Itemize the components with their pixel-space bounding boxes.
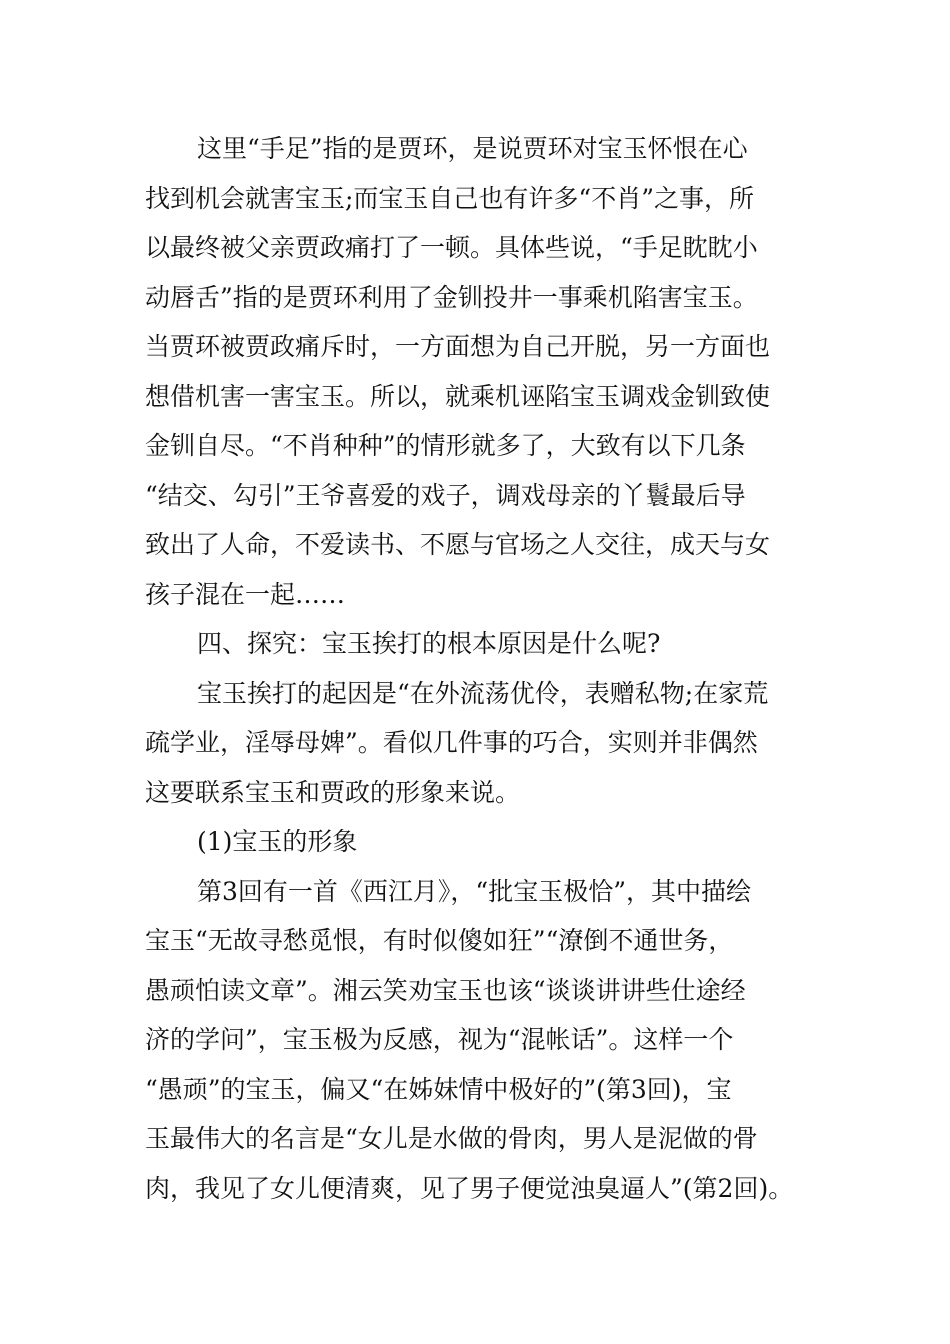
text-line: 以最终被父亲贾政痛打了一顿。具体些说，“手足眈眈小 bbox=[145, 233, 758, 262]
text-line: 孩子混在一起…… bbox=[145, 579, 346, 609]
text-line: 这里“手足”指的是贾环，是说贾环对宝玉怀恨在心 bbox=[197, 134, 748, 163]
text-line: 找到机会就害宝玉;而宝玉自己也有许多“不肖”之事，所 bbox=[145, 183, 754, 213]
text-line: 宝玉“无故寻愁觅恨，有时似傻如狂”“潦倒不通世务， bbox=[145, 926, 734, 955]
text-line: 这要联系宝玉和贾政的形象来说。 bbox=[145, 777, 521, 807]
text-line: 玉最伟大的名言是“女儿是水做的骨肉，男人是泥做的骨 bbox=[145, 1124, 758, 1153]
section-heading: 四、探究：宝玉挨打的根本原因是什么呢? bbox=[197, 629, 661, 658]
text-line: 疏学业，淫辱母婢”。看似几件事的巧合，实则并非偶然 bbox=[145, 728, 758, 757]
text-line: 愚顽怕读文章”。湘云笑劝宝玉也该“谈谈讲讲些仕途经 bbox=[145, 975, 746, 1005]
text-line: 宝玉挨打的起因是“在外流荡优伶，表赠私物;在家荒 bbox=[197, 678, 769, 708]
text-line: 致出了人命，不爱读书、不愿与官场之人交往，成天与女 bbox=[145, 530, 771, 559]
text-line: 肉，我见了女儿便清爽，见了男子便觉浊臭逼人”(第2回)。 bbox=[145, 1173, 794, 1203]
text-line: 当贾环被贾政痛斥时，一方面想为自己开脱，另一方面也 bbox=[145, 332, 771, 361]
text-line: 第3回有一首《西江月》，“批宝玉极恰”，其中描绘 bbox=[197, 876, 751, 906]
text-line: 想借机害一害宝玉。所以，就乘机诬陷宝玉调戏金钏致使 bbox=[145, 381, 771, 411]
document-body bbox=[145, 124, 835, 1213]
text-line: 动唇舌”指的是贾环利用了金钏投井一事乘机陷害宝玉。 bbox=[145, 282, 758, 312]
subsection-heading: (1)宝玉的形象 bbox=[197, 827, 358, 856]
text-line: “结交、勾引”王爷喜爱的戏子，调戏母亲的丫鬟最后导 bbox=[145, 480, 746, 510]
text-line: “愚顽”的宝玉，偏又“在姊妹情中极好的”(第3回)，宝 bbox=[145, 1074, 732, 1104]
text-line: 济的学问”，宝玉极为反感，视为“混帐话”。这样一个 bbox=[145, 1025, 734, 1054]
text-line: 金钏自尽。“不肖种种”的情形就多了，大致有以下几条 bbox=[145, 431, 746, 460]
